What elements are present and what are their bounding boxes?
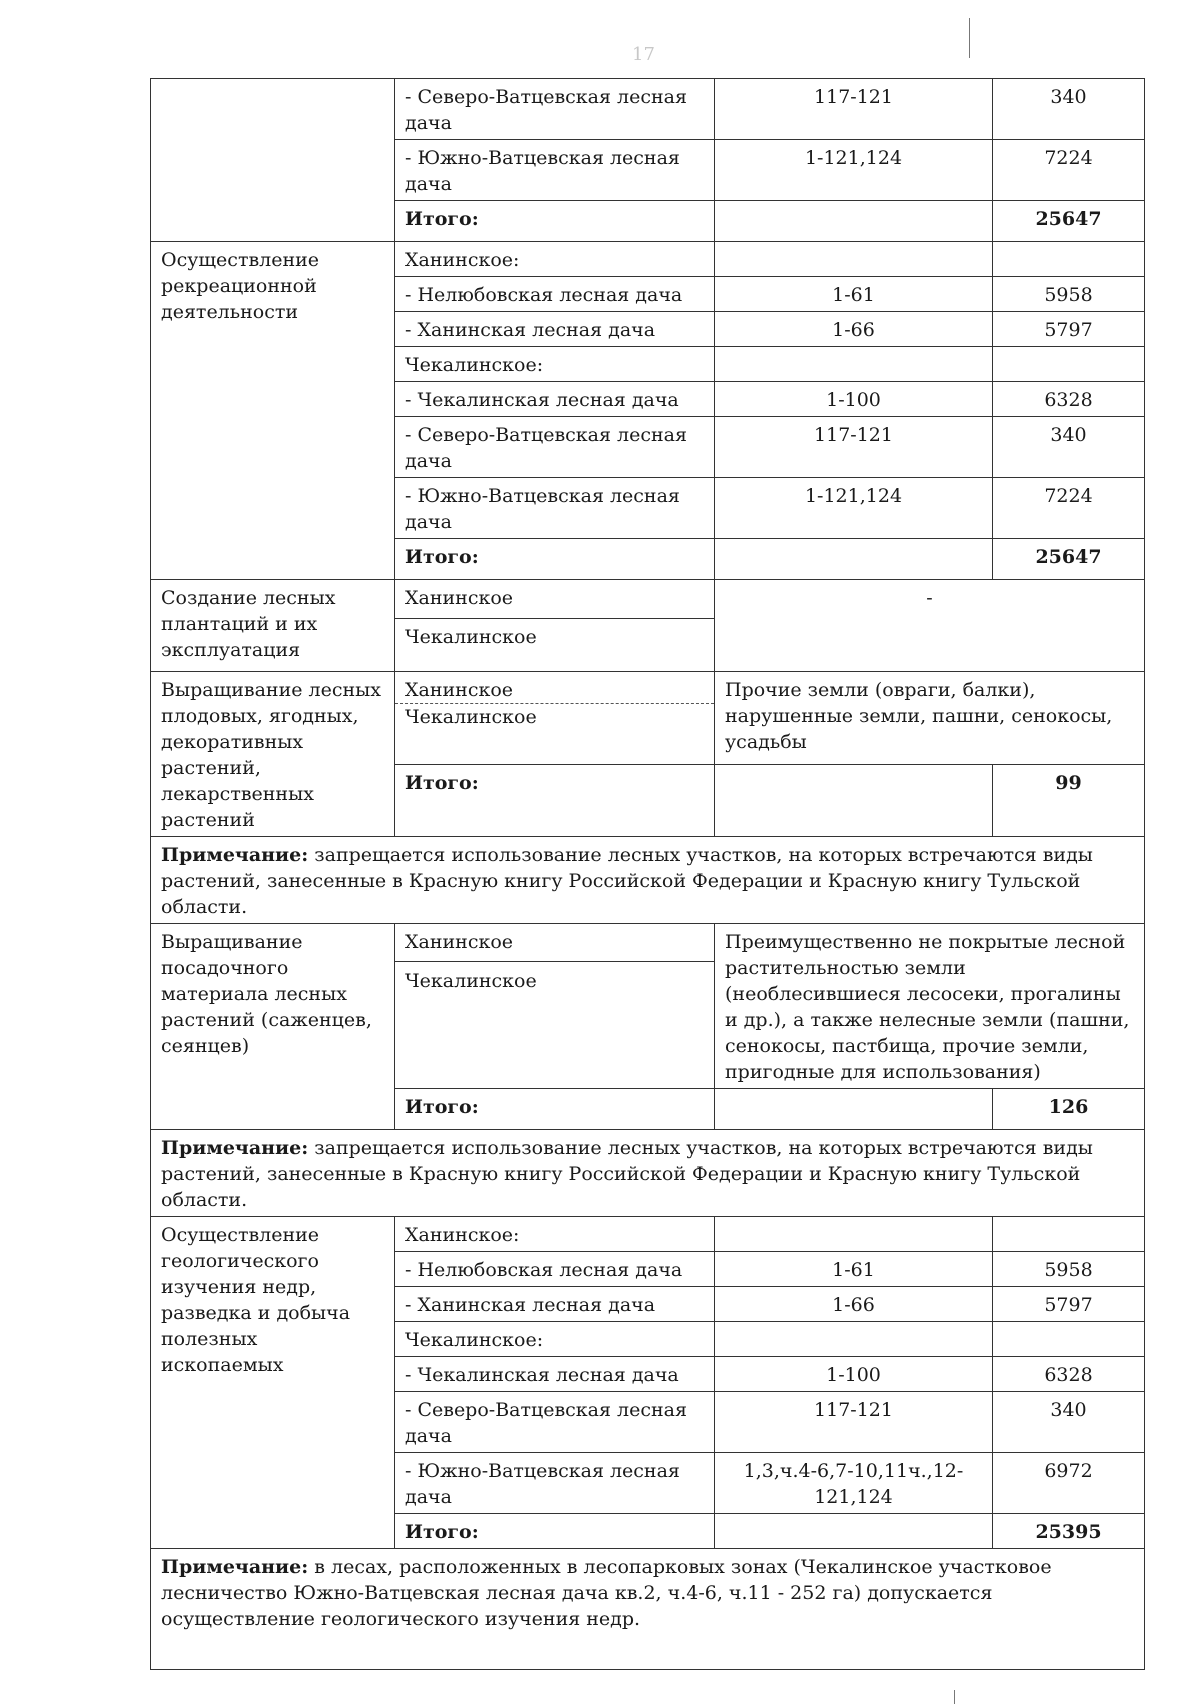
quarters-cell: 1,3,ч.4-6,7-10,11ч.,12-121,124 [715, 1453, 993, 1514]
forest-dacha-name: - Северо-Ватцевская лесная дача [395, 79, 715, 140]
total-label: Итого: [395, 201, 715, 242]
forestry-group-label: Чекалинское: [395, 1322, 715, 1357]
forest-dacha-name: - Северо-Ватцевская лесная дача [395, 417, 715, 478]
total-label: Итого: [395, 1089, 715, 1130]
area-cell: 340 [993, 79, 1145, 140]
quarters-cell: 1-121,124 [715, 140, 993, 201]
empty-cell [993, 1322, 1145, 1357]
table-row [151, 672, 1145, 765]
activity-fruit-plants: Выращивание лесных плодовых, ягодных, декоративных растений, лекарственных растений [151, 672, 395, 837]
note-text: запрещается использование лесных участков, на которых встречаются виды растений, занесенные в Красную книгу Российской Федерации и Красную книгу Тульской области. [161, 1137, 1093, 1211]
note-text: запрещается использование лесных участков, на которых встречаются виды растений, занесенные в Красную книгу Российской Федерации и Красную книгу Тульской области. [161, 844, 1093, 918]
quarters-cell: 1-121,124 [715, 478, 993, 539]
land-categories: Преимущественно не покрытые лесной растительностью земли (необлесившиеся лесосеки, прогалины и др.), а также нелесные земли (пашни, сенокосы, пастбища, прочие земли, пригодные для использования) [715, 924, 1145, 1089]
empty-cell [715, 1089, 993, 1130]
forest-dacha-name: - Северо-Ватцевская лесная дача [395, 1392, 715, 1453]
area-cell: 6972 [993, 1453, 1145, 1514]
forestry-name: Ханинское [395, 580, 715, 619]
note-heading: Примечание: [161, 844, 309, 866]
note-row [151, 1549, 1145, 1670]
area-cell: 6328 [993, 382, 1145, 417]
forestry-name: Чекалинское [395, 961, 714, 994]
note-row [151, 1130, 1145, 1217]
total-label: Итого: [395, 539, 715, 580]
forest-dacha-name: - Нелюбовская лесная дача [395, 277, 715, 312]
activity-plantations: Создание лесных плантаций и их эксплуатация [151, 580, 395, 672]
note [151, 1130, 1145, 1217]
scan-edge-line [969, 18, 970, 58]
forest-use-table [150, 78, 1145, 1670]
total-label: Итого: [395, 765, 715, 837]
quarters-cell: 1-61 [715, 277, 993, 312]
empty-cell [993, 1217, 1145, 1252]
forestry-group-label: Ханинское: [395, 1217, 715, 1252]
empty-cell [715, 201, 993, 242]
table-row [151, 1217, 1145, 1252]
total-value: 25647 [993, 539, 1145, 580]
area-cell: 5797 [993, 1287, 1145, 1322]
total-value: 126 [993, 1089, 1145, 1130]
area-cell: 340 [993, 1392, 1145, 1453]
empty-cell [715, 1217, 993, 1252]
forest-dacha-name: - Ханинская лесная дача [395, 312, 715, 347]
forestry-name: Ханинское [405, 931, 514, 953]
empty-cell [715, 1322, 993, 1357]
forestry-names [395, 672, 715, 765]
note-heading: Примечание: [161, 1556, 309, 1578]
forest-dacha-name: - Чекалинская лесная дача [395, 1357, 715, 1392]
table-row [151, 79, 1145, 140]
empty-cell [993, 242, 1145, 277]
activity-geology: Осуществление геологического изучения недр, разведка и добыча полезных ископаемых [151, 1217, 395, 1549]
quarters-cell: 117-121 [715, 1392, 993, 1453]
forestry-group-label: Ханинское: [395, 242, 715, 277]
empty-cell [715, 347, 993, 382]
forestry-name: Чекалинское [395, 703, 714, 730]
table-row [151, 242, 1145, 277]
activity-planting-material: Выращивание посадочного материала лесных растений (саженцев, сеянцев) [151, 924, 395, 1130]
activity-cell-empty [151, 79, 395, 242]
quarters-cell: 1-66 [715, 312, 993, 347]
table-row [151, 924, 1145, 1089]
area-cell: 7224 [993, 478, 1145, 539]
empty-cell [715, 242, 993, 277]
note-text: в лесах, расположенных в лесопарковых зонах (Чекалинское участковое лесничество Южно-Ватцевская лесная дача кв.2, ч.4-6, ч.11 - 252 га) допускается осуществление геологического изучения недр. [161, 1556, 1052, 1630]
quarters-cell: 1-100 [715, 382, 993, 417]
empty-cell [715, 539, 993, 580]
note-heading: Примечание: [161, 1137, 309, 1159]
area-cell: 340 [993, 417, 1145, 478]
forest-dacha-name: - Южно-Ватцевская лесная дача [395, 478, 715, 539]
forest-dacha-name: - Ханинская лесная дача [395, 1287, 715, 1322]
empty-cell [715, 765, 993, 837]
quarters-cell: 1-100 [715, 1357, 993, 1392]
total-value: 99 [993, 765, 1145, 837]
total-value: 25647 [993, 201, 1145, 242]
empty-cell [715, 1514, 993, 1549]
quarters-cell: 1-66 [715, 1287, 993, 1322]
forest-dacha-name: - Чекалинская лесная дача [395, 382, 715, 417]
forest-dacha-name: - Нелюбовская лесная дача [395, 1252, 715, 1287]
area-cell: 5958 [993, 1252, 1145, 1287]
quarters-cell: 1-61 [715, 1252, 993, 1287]
page-number-mark: 17 [632, 44, 655, 65]
total-label: Итого: [395, 1514, 715, 1549]
plantations-value: - [715, 580, 1145, 672]
area-cell: 7224 [993, 140, 1145, 201]
activity-recreation: Осуществление рекреационной деятельности [151, 242, 395, 580]
forest-dacha-name: - Южно-Ватцевская лесная дача [395, 1453, 715, 1514]
scan-edge-line [954, 1690, 955, 1704]
empty-cell [993, 347, 1145, 382]
forestry-names [395, 924, 715, 1089]
note [151, 1549, 1145, 1670]
note [151, 837, 1145, 924]
note-row [151, 837, 1145, 924]
forestry-group-label: Чекалинское: [395, 347, 715, 382]
forest-dacha-name: - Южно-Ватцевская лесная дача [395, 140, 715, 201]
area-cell: 5797 [993, 312, 1145, 347]
land-categories: Прочие земли (овраги, балки), нарушенные земли, пашни, сенокосы, усадьбы [715, 672, 1145, 765]
quarters-cell: 117-121 [715, 79, 993, 140]
total-value: 25395 [993, 1514, 1145, 1549]
forestry-name: Ханинское [405, 679, 514, 701]
table-row [151, 580, 1145, 619]
area-cell: 6328 [993, 1357, 1145, 1392]
area-cell: 5958 [993, 277, 1145, 312]
quarters-cell: 117-121 [715, 417, 993, 478]
forestry-name: Чекалинское [395, 619, 715, 672]
